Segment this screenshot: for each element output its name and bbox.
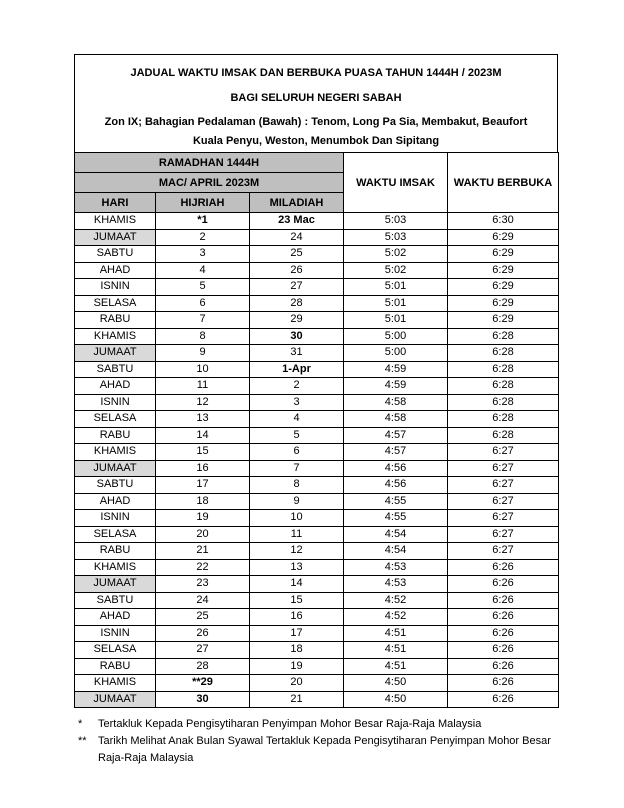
miladiah-cell: 29: [250, 312, 344, 329]
table-row: [75, 642, 559, 659]
berbuka-cell: 6:27: [448, 526, 559, 543]
table-row: [75, 345, 559, 362]
berbuka-cell: 6:26: [448, 625, 559, 642]
day-cell: JUMAAT: [75, 345, 156, 362]
berbuka-cell: 6:28: [448, 411, 559, 428]
berbuka-cell: 6:28: [448, 394, 559, 411]
day-cell: SABTU: [75, 246, 156, 263]
hijriah-cell: 20: [156, 526, 250, 543]
imsak-cell: 5:02: [344, 246, 448, 263]
hijriah-cell: *1: [156, 213, 250, 230]
berbuka-cell: 6:27: [448, 444, 559, 461]
day-cell: KHAMIS: [75, 213, 156, 230]
table-row: [75, 543, 559, 560]
miladiah-cell: 1-Apr: [250, 361, 344, 378]
hijriah-cell: 12: [156, 394, 250, 411]
schedule-table: [74, 152, 559, 708]
hijriah-cell: 9: [156, 345, 250, 362]
imsak-cell: 4:59: [344, 378, 448, 395]
imsak-cell: 5:00: [344, 328, 448, 345]
table-row: [75, 246, 559, 263]
berbuka-cell: 6:28: [448, 427, 559, 444]
document-subtitle: BAGI SELURUH NEGERI SABAH: [230, 92, 402, 104]
imsak-cell: 5:00: [344, 345, 448, 362]
miladiah-cell: 6: [250, 444, 344, 461]
berbuka-cell: 6:30: [448, 213, 559, 230]
hijriah-cell: 7: [156, 312, 250, 329]
footnotes: [78, 716, 558, 767]
hijriah-cell: 24: [156, 592, 250, 609]
berbuka-header: WAKTU BERBUKA: [448, 153, 559, 213]
hijriah-cell: 22: [156, 559, 250, 576]
table-row: [75, 213, 559, 230]
document-title: JADUAL WAKTU IMSAK DAN BERBUKA PUASA TAHUN 1444H / 2023M: [130, 67, 502, 79]
hijriah-cell: 21: [156, 543, 250, 560]
berbuka-cell: 6:29: [448, 229, 559, 246]
day-cell: KHAMIS: [75, 559, 156, 576]
berbuka-cell: 6:28: [448, 328, 559, 345]
miladiah-cell: 14: [250, 576, 344, 593]
table-row: [75, 609, 559, 626]
imsak-cell: 5:01: [344, 279, 448, 296]
table-row: [75, 295, 559, 312]
imsak-cell: 4:57: [344, 427, 448, 444]
zone-line-1: Zon IX; Bahagian Pedalaman (Bawah) : Tenom, Long Pa Sia, Membakut, Beaufort: [104, 116, 528, 128]
hijriah-cell: 10: [156, 361, 250, 378]
berbuka-cell: 6:29: [448, 246, 559, 263]
imsak-cell: 4:51: [344, 625, 448, 642]
miladiah-cell: 27: [250, 279, 344, 296]
imsak-cell: 4:51: [344, 658, 448, 675]
hijriah-cell: 27: [156, 642, 250, 659]
hijriah-cell: 11: [156, 378, 250, 395]
imsak-cell: 4:54: [344, 543, 448, 560]
table-row: [75, 675, 559, 692]
day-cell: KHAMIS: [75, 328, 156, 345]
hijriah-cell: 2: [156, 229, 250, 246]
berbuka-cell: 6:27: [448, 493, 559, 510]
table-row: [75, 658, 559, 675]
miladiah-cell: 30: [250, 328, 344, 345]
berbuka-cell: 6:28: [448, 361, 559, 378]
hijriah-cell: 30: [156, 691, 250, 708]
berbuka-cell: 6:27: [448, 510, 559, 527]
miladiah-cell: 24: [250, 229, 344, 246]
imsak-cell: 4:57: [344, 444, 448, 461]
hijriah-cell: 28: [156, 658, 250, 675]
month-header: MAC/ APRIL 2023M: [75, 173, 344, 193]
miladiah-cell: 19: [250, 658, 344, 675]
hijriah-cell: 13: [156, 411, 250, 428]
imsak-cell: 4:55: [344, 510, 448, 527]
hijriah-cell: 26: [156, 625, 250, 642]
miladiah-cell: 16: [250, 609, 344, 626]
miladiah-cell: 11: [250, 526, 344, 543]
day-cell: ISNIN: [75, 510, 156, 527]
table-row: [75, 625, 559, 642]
day-cell: JUMAAT: [75, 576, 156, 593]
berbuka-cell: 6:26: [448, 609, 559, 626]
day-cell: KHAMIS: [75, 444, 156, 461]
imsak-cell: 4:53: [344, 559, 448, 576]
imsak-cell: 4:52: [344, 592, 448, 609]
miladiah-cell: 3: [250, 394, 344, 411]
imsak-cell: 5:01: [344, 312, 448, 329]
hari-header: HARI: [75, 193, 156, 213]
hijriah-cell: 6: [156, 295, 250, 312]
miladiah-cell: 18: [250, 642, 344, 659]
imsak-cell: 4:56: [344, 460, 448, 477]
berbuka-cell: 6:26: [448, 559, 559, 576]
day-cell: ISNIN: [75, 279, 156, 296]
berbuka-cell: 6:26: [448, 658, 559, 675]
berbuka-cell: 6:29: [448, 295, 559, 312]
imsak-cell: 4:53: [344, 576, 448, 593]
day-cell: SABTU: [75, 477, 156, 494]
imsak-cell: 4:51: [344, 642, 448, 659]
footnote: [78, 733, 558, 767]
table-row: [75, 361, 559, 378]
hijriah-header: HIJRIAH: [156, 193, 250, 213]
table-row: [75, 427, 559, 444]
imsak-cell: 5:03: [344, 213, 448, 230]
hijriah-cell: 19: [156, 510, 250, 527]
imsak-cell: 4:58: [344, 411, 448, 428]
hijriah-cell: 3: [156, 246, 250, 263]
day-cell: ISNIN: [75, 394, 156, 411]
table-row: [75, 411, 559, 428]
table-row: [75, 510, 559, 527]
table-row: [75, 279, 559, 296]
day-cell: ISNIN: [75, 625, 156, 642]
hijriah-cell: 18: [156, 493, 250, 510]
miladiah-cell: 7: [250, 460, 344, 477]
hijriah-cell: 8: [156, 328, 250, 345]
hijriah-cell: 25: [156, 609, 250, 626]
miladiah-cell: 15: [250, 592, 344, 609]
miladiah-cell: 4: [250, 411, 344, 428]
ramadhan-header: RAMADHAN 1444H: [75, 153, 344, 173]
footnote-mark: **: [78, 735, 87, 747]
imsak-cell: 5:01: [344, 295, 448, 312]
day-cell: JUMAAT: [75, 460, 156, 477]
imsak-cell: 4:59: [344, 361, 448, 378]
imsak-cell: 4:50: [344, 675, 448, 692]
footnote-text: Tertakluk Kepada Pengisytiharan Penyimpan Mohor Besar Raja-Raja Malaysia: [98, 718, 482, 730]
berbuka-cell: 6:29: [448, 262, 559, 279]
day-cell: AHAD: [75, 378, 156, 395]
miladiah-cell: 5: [250, 427, 344, 444]
table-row: [75, 312, 559, 329]
berbuka-cell: 6:27: [448, 477, 559, 494]
footnote: [78, 716, 558, 733]
berbuka-cell: 6:26: [448, 576, 559, 593]
miladiah-cell: 12: [250, 543, 344, 560]
day-cell: SABTU: [75, 361, 156, 378]
miladiah-cell: 31: [250, 345, 344, 362]
table-row: [75, 378, 559, 395]
berbuka-cell: 6:26: [448, 592, 559, 609]
imsak-cell: 4:54: [344, 526, 448, 543]
berbuka-cell: 6:28: [448, 345, 559, 362]
miladiah-cell: 2: [250, 378, 344, 395]
hijriah-cell: 4: [156, 262, 250, 279]
table-row: [75, 444, 559, 461]
hijriah-cell: 5: [156, 279, 250, 296]
schedule-rows: [75, 213, 559, 708]
imsak-cell: 4:55: [344, 493, 448, 510]
berbuka-cell: 6:29: [448, 279, 559, 296]
table-row: [75, 460, 559, 477]
imsak-cell: 4:56: [344, 477, 448, 494]
miladiah-cell: 26: [250, 262, 344, 279]
imsak-cell: 4:52: [344, 609, 448, 626]
table-row: [75, 691, 559, 708]
hijriah-cell: 15: [156, 444, 250, 461]
miladiah-cell: 8: [250, 477, 344, 494]
table-row: [75, 394, 559, 411]
berbuka-cell: 6:26: [448, 691, 559, 708]
berbuka-cell: 6:26: [448, 675, 559, 692]
day-cell: SELASA: [75, 642, 156, 659]
miladiah-cell: 17: [250, 625, 344, 642]
imsak-cell: 4:58: [344, 394, 448, 411]
day-cell: AHAD: [75, 493, 156, 510]
berbuka-cell: 6:26: [448, 642, 559, 659]
imsak-cell: 5:02: [344, 262, 448, 279]
miladiah-header: MILADIAH: [250, 193, 344, 213]
hijriah-cell: 14: [156, 427, 250, 444]
document-header: [74, 54, 558, 152]
table-row: [75, 526, 559, 543]
berbuka-cell: 6:27: [448, 543, 559, 560]
hijriah-cell: 23: [156, 576, 250, 593]
imsak-cell: 4:50: [344, 691, 448, 708]
day-cell: RABU: [75, 312, 156, 329]
berbuka-cell: 6:28: [448, 378, 559, 395]
miladiah-cell: 28: [250, 295, 344, 312]
miladiah-cell: 10: [250, 510, 344, 527]
table-row: [75, 229, 559, 246]
day-cell: RABU: [75, 427, 156, 444]
day-cell: AHAD: [75, 609, 156, 626]
zone-line-2: Kuala Penyu, Weston, Menumbok Dan Sipitang: [192, 135, 440, 147]
miladiah-cell: 13: [250, 559, 344, 576]
miladiah-cell: 9: [250, 493, 344, 510]
table-row: [75, 262, 559, 279]
day-cell: SELASA: [75, 411, 156, 428]
imsak-cell: 5:03: [344, 229, 448, 246]
day-cell: JUMAAT: [75, 229, 156, 246]
table-row: [75, 592, 559, 609]
berbuka-cell: 6:27: [448, 460, 559, 477]
miladiah-cell: 21: [250, 691, 344, 708]
day-cell: SABTU: [75, 592, 156, 609]
berbuka-cell: 6:29: [448, 312, 559, 329]
hijriah-cell: 16: [156, 460, 250, 477]
day-cell: KHAMIS: [75, 675, 156, 692]
day-cell: SELASA: [75, 526, 156, 543]
day-cell: RABU: [75, 543, 156, 560]
hijriah-cell: **29: [156, 675, 250, 692]
miladiah-cell: 25: [250, 246, 344, 263]
miladiah-cell: 20: [250, 675, 344, 692]
miladiah-cell: 23 Mac: [250, 213, 344, 230]
day-cell: AHAD: [75, 262, 156, 279]
day-cell: RABU: [75, 658, 156, 675]
imsak-header: WAKTU IMSAK: [344, 153, 448, 213]
day-cell: JUMAAT: [75, 691, 156, 708]
table-row: [75, 328, 559, 345]
hijriah-cell: 17: [156, 477, 250, 494]
footnote-mark: *: [78, 718, 83, 730]
schedule-document: [74, 54, 558, 708]
table-row: [75, 559, 559, 576]
day-cell: SELASA: [75, 295, 156, 312]
table-row: [75, 493, 559, 510]
table-row: [75, 477, 559, 494]
footnote-text: Tarikh Melihat Anak Bulan Syawal Tertakluk Kepada Pengisytiharan Penyimpan Mohor Besar Raja-Raja Malaysia: [98, 735, 551, 764]
table-row: [75, 576, 559, 593]
